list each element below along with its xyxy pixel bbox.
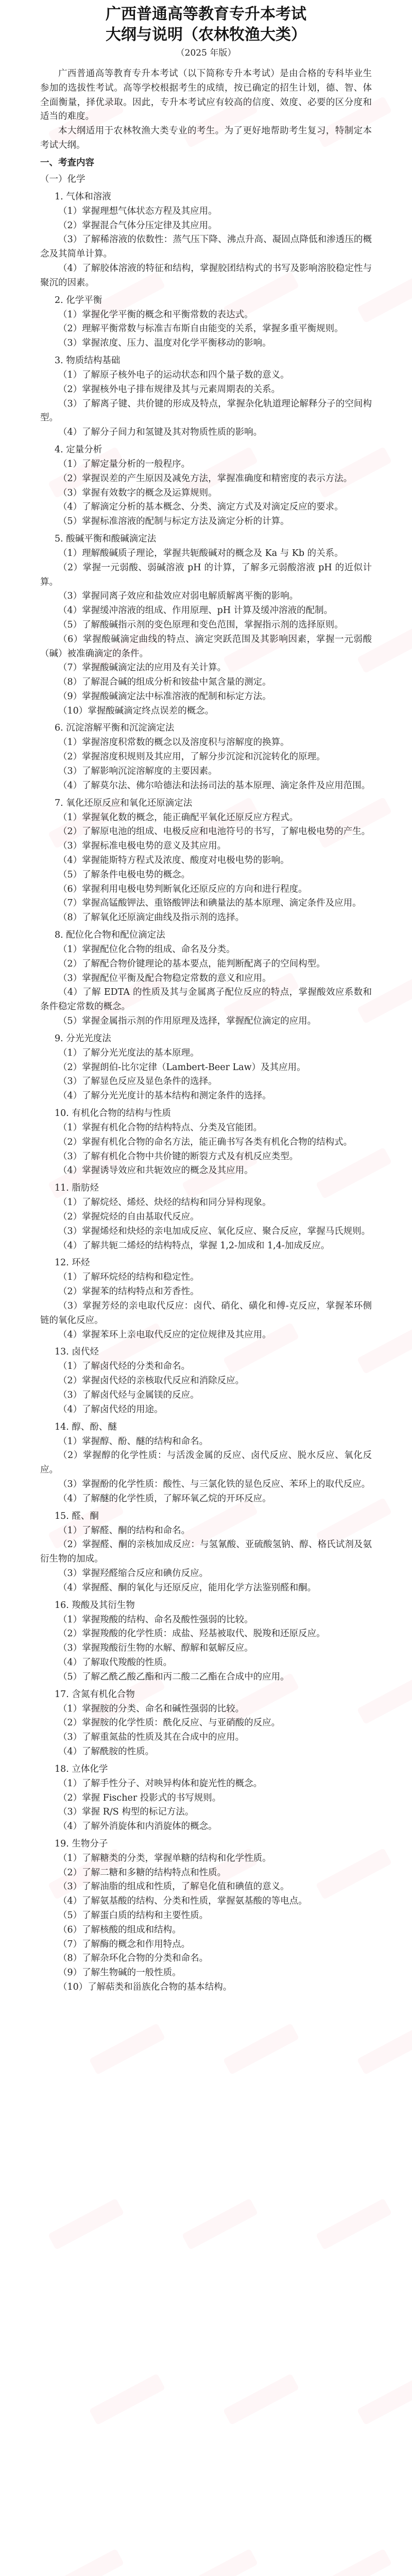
topic-list — [40, 189, 372, 1995]
watermark-mark — [89, 2023, 165, 2075]
topic-heading: 10. 有机化合物的结构与性质 — [55, 1108, 171, 1119]
topic-item: （4）了解氨基酸的结构、分类和性质，掌握氨基酸的等电点。 — [58, 1896, 307, 1907]
topic-heading: 11. 脂肪烃 — [55, 1183, 99, 1194]
topic-heading: 7. 氧化还原反应和氧化还原滴定法 — [55, 798, 193, 808]
watermark-mark — [48, 2549, 124, 2576]
topic-item: （3）掌握标准电极电势的意义及其应用。 — [58, 841, 227, 852]
topic-item: （3）了解离子键、共价键的形成及特点，掌握杂化轨道理论解释分子的空间构型。 — [40, 398, 372, 423]
topic-item: （4）掌握能斯特方程式及浓度、酸度对电极电势的影响。 — [58, 855, 289, 866]
topic-item: （2）了解原电池的组成、电极反应和电池符号的书写，了解电极电势的产生。 — [58, 826, 371, 837]
topic-item: （8）了解氧化还原滴定曲线及指示剂的选择。 — [58, 912, 245, 923]
watermark-mark — [357, 2023, 412, 2075]
document-year: （2025 年版） — [176, 48, 236, 58]
topic-item: （5）掌握金属指示剂的作用原理及选择，掌握配位滴定的应用。 — [58, 1016, 317, 1027]
topic-item: （4）了解共轭二烯烃的结构特点，掌握 1,2-加成和 1,4-加成反应。 — [58, 1240, 330, 1251]
topic-item: （2）掌握有机化合物的命名方法，能正确书写各类有机化合物的结构式。 — [58, 1137, 353, 1147]
topic-item: （1）了解醛、酮的结构和命名。 — [58, 1525, 191, 1536]
topic-heading: 13. 卤代烃 — [55, 1347, 99, 1358]
topic-item: （1）掌握醇、酚、醚的结构和命名。 — [58, 1436, 209, 1447]
topic-item: （1）掌握羧酸的结构、命名及酸性强弱的比较。 — [58, 1614, 253, 1625]
topic-item: （3）掌握芳烃的亲电取代反应：卤代、硝化、磺化和傅-克反应，掌握苯环侧链的氧化反应。 — [40, 1300, 372, 1326]
topic-item: （1）了解烷烃、烯烃、炔烃的结构和同分异构现象。 — [58, 1197, 271, 1208]
topic-item: （2）掌握溶度积规则及其应用，了解分步沉淀和沉淀转化的原理。 — [58, 752, 325, 762]
topic-item: （2）掌握醇的化学性质：与活泼金属的反应、卤代反应、脱水反应、氧化反应。 — [40, 1450, 372, 1476]
topic-item: （1）了解环烷烃的结构和稳定性。 — [58, 1272, 199, 1283]
intro-paragraph: 本大纲适用于农林牧渔大类专业的考生。为了更好地帮助考生复习，特制定本考试大纲。 — [40, 126, 372, 150]
topic-item: （6）掌握酸碱滴定曲线的特点、滴定突跃范围及其影响因素，掌握一元弱酸（碱）被准确滴定的条件。 — [40, 634, 372, 659]
topic-item: （2）理解平衡常数与标准吉布斯自由能变的关系，掌握多重平衡规则。 — [58, 324, 344, 334]
topic-item: （3）掌握浓度、压力、温度对化学平衡移动的影响。 — [58, 338, 271, 349]
topic-item: （2）掌握醛、酮的亲核加成反应：与氢氰酸、亚硫酸氢钠、醇、格氏试剂及氨衍生物的加成。 — [40, 1539, 372, 1565]
topic-heading: 12. 环烃 — [55, 1258, 90, 1268]
topic-item: （9）掌握酸碱滴定法中标准溶液的配制和标定方法。 — [58, 691, 271, 702]
topic-item: （3）掌握有效数字的概念及运算规则。 — [58, 487, 217, 498]
topic-item: （1）掌握化学平衡的概念和平衡常数的表达式。 — [58, 309, 253, 320]
topic-item: （4）了解醚的化学性质，了解环氧乙烷的开环反应。 — [58, 1493, 271, 1504]
topic-item: （1）了解分光光度法的基本原理。 — [58, 1047, 199, 1058]
topic-item: （7）掌握酸碱滴定法的应用及有关计算。 — [58, 663, 227, 673]
topic-item: （4）了解莫尔法、佛尔哈德法和法扬司法的基本原理、滴定条件及应用范围。 — [58, 780, 371, 791]
topic-item: （5）了解条件电极电势的概念。 — [58, 869, 191, 880]
topic-item: （2）掌握混合气体分压定律及其应用。 — [58, 220, 217, 231]
topic-item: （2）掌握 Fischer 投影式的书写规则。 — [58, 1792, 221, 1803]
topic-heading: 17. 含氮有机化合物 — [55, 1689, 135, 1700]
topic-item: （2）了解二糖和多糖的结构特点和性质。 — [58, 1867, 227, 1878]
topic-item: （2）掌握烷烃的自由基取代反应。 — [58, 1212, 199, 1222]
topic-item: （4）了解卤代烃的用途。 — [58, 1404, 163, 1415]
topic-item: （1）了解卤代烃的分类和命名。 — [58, 1361, 191, 1372]
topic-item: （3）掌握烯烃和炔烃的亲电加成反应、氧化反应、聚合反应，掌握马氏规则。 — [58, 1226, 371, 1236]
topic-item: （4）了解分光光度计的基本结构和测定条件的选择。 — [58, 1091, 271, 1101]
document — [40, 0, 372, 1995]
watermark-mark — [89, 2374, 165, 2425]
topic-item: （3）了解显色反应及显色条件的选择。 — [58, 1076, 217, 1087]
watermark-mark — [223, 2374, 299, 2425]
topic-item: （4）了解取代羧酸的性质。 — [58, 1657, 173, 1668]
topic-item: （2）掌握一元弱酸、弱碱溶液 pH 的计算，了解多元弱酸溶液 pH 的近似计算。 — [40, 562, 372, 587]
topic-item: （2）了解配合物价键理论的基本要点，能判断配离子的空间构型。 — [58, 958, 325, 969]
topic-item: （2）掌握胺的化学性质：酰化反应、与亚硝酸的反应。 — [58, 1718, 281, 1728]
topic-item: （3）掌握同离子效应和盐效应对弱电解质解离平衡的影响。 — [58, 591, 299, 602]
topic-heading: 5. 酸碱平衡和酸碱滴定法 — [55, 533, 157, 544]
topic-heading: 6. 沉淀溶解平衡和沉淀滴定法 — [55, 723, 175, 734]
topic-item: （3）了解有机化合物中共价键的断裂方式及有机反应类型。 — [58, 1151, 299, 1162]
topic-item: （1）掌握配位化合物的组成、命名及分类。 — [58, 944, 235, 955]
topic-item: （3）了解油脂的组成和性质，了解皂化值和碘值的意义。 — [58, 1882, 289, 1892]
topic-item: （10）了解萜类和甾族化合物的基本结构。 — [58, 1982, 232, 1993]
topic-item: （1）掌握胺的分类、命名和碱性强弱的比较。 — [58, 1703, 245, 1714]
topic-heading: 18. 立体化学 — [55, 1764, 108, 1774]
topic-item: （3）了解卤代烃与金属镁的反应。 — [58, 1389, 199, 1400]
topic-item: （4）掌握缓冲溶液的组成、作用原理、pH 计算及缓冲溶液的配制。 — [58, 605, 333, 616]
subsection-heading: （一）化学 — [40, 174, 85, 184]
topic-heading: 4. 定量分析 — [55, 444, 102, 455]
topic-item: （2）掌握卤代烃的亲核取代反应和消除反应。 — [58, 1376, 245, 1386]
watermark-mark — [182, 2198, 258, 2250]
topic-item: （4）了解胶体溶液的特征和结构，掌握胶团结构式的书写及影响溶胶稳定性与聚沉的因素。 — [40, 263, 372, 288]
topic-item: （2）掌握核外电子排布规律及其与元素周期表的关系。 — [58, 384, 281, 395]
topic-heading: 3. 物质结构基础 — [55, 355, 121, 366]
watermark-mark — [316, 2198, 392, 2250]
watermark-mark — [316, 2549, 392, 2576]
topic-item: （5）掌握标准溶液的配制与标定方法及滴定分析的计算。 — [58, 516, 289, 527]
document-title-line2: 大纲与说明（农林牧渔大类） — [106, 26, 306, 44]
topic-item: （1）理解酸碱质子理论，掌握共轭酸碱对的概念及 Ka 与 Kb 的关系。 — [58, 548, 344, 558]
section-heading: 一、考查内容 — [40, 157, 94, 168]
topic-item: （1）掌握理想气体状态方程及其应用。 — [58, 206, 217, 216]
topic-item: （4）掌握诱导效应和共轭效应的概念及其应用。 — [58, 1165, 253, 1176]
topic-item: （1）了解原子核外电子的运动状态和四个量子数的意义。 — [58, 369, 289, 380]
watermark-mark — [48, 2198, 124, 2250]
topic-item: （4）了解酰胺的性质。 — [58, 1746, 154, 1757]
topic-item: （1）掌握溶度积常数的概念以及溶度积与溶解度的换算。 — [58, 737, 289, 748]
topic-item: （3）掌握羟醛缩合反应和碘仿反应。 — [58, 1568, 209, 1579]
topic-item: （3）掌握配位平衡及配合物稳定常数的意义和应用。 — [58, 973, 271, 984]
topic-item: （2）掌握朗伯-比尔定律（Lambert-Beer Law）及其应用。 — [58, 1062, 306, 1073]
watermark-mark — [182, 2549, 258, 2576]
topic-heading: 16. 羧酸及其衍生物 — [55, 1600, 135, 1611]
topic-item: （4）了解外消旋体和内消旋体的概念。 — [58, 1821, 217, 1832]
topic-item: （6）了解核酸的组成和结构。 — [58, 1924, 181, 1935]
topic-item: （4）了解 EDTA 的性质及其与金属离子配位反应的特点，掌握酸效应系数和条件稳定常数的概念。 — [40, 987, 372, 1012]
topic-item: （4）了解滴定分析的基本概念、分类、滴定方式及对滴定反应的要求。 — [58, 502, 344, 513]
topic-heading: 9. 分光光度法 — [55, 1033, 111, 1044]
watermark-mark — [223, 2023, 299, 2075]
topic-item: （8）了解杂环化合物的分类和命名。 — [58, 1953, 209, 1964]
topic-heading: 19. 生物分子 — [55, 1838, 108, 1849]
topic-item: （3）掌握酚的化学性质：酸性、与三氯化铁的显色反应、苯环上的取代反应。 — [58, 1479, 371, 1489]
topic-heading: 1. 气体和溶液 — [55, 191, 111, 202]
topic-item: （4）了解分子间力和氢键及其对物质性质的影响。 — [58, 427, 263, 438]
topic-item: （3）了解稀溶液的依数性：蒸气压下降、沸点升高、凝固点降低和渗透压的概念及其简单计算。 — [40, 234, 372, 260]
topic-item: （2）掌握羧酸的化学性质：成盐、羟基被取代、脱羧和还原反应。 — [58, 1629, 325, 1639]
topic-item: （4）掌握苯环上亲电取代反应的定位规律及其应用。 — [58, 1329, 271, 1340]
topic-item: （5）了解乙酰乙酸乙酯和丙二酸二乙酯在合成中的应用。 — [58, 1671, 289, 1682]
topic-item: （4）掌握醛、酮的氧化与还原反应，能用化学方法鉴别醛和酮。 — [58, 1582, 317, 1593]
topic-item: （3）了解重氮盐的性质及其在合成中的应用。 — [58, 1732, 245, 1743]
topic-heading: 8. 配位化合物和配位滴定法 — [55, 930, 165, 941]
topic-heading: 2. 化学平衡 — [55, 295, 102, 306]
topic-heading: 15. 醛、酮 — [55, 1511, 99, 1521]
topic-item: （2）掌握苯的结构特点和芳香性。 — [58, 1286, 199, 1297]
topic-item: （1）掌握氧化数的概念，能正确配平氧化还原反应方程式。 — [58, 812, 299, 823]
topic-item: （1）了解糖类的分类，掌握单糖的结构和化学性质。 — [58, 1853, 271, 1863]
topic-item: （7）掌握高锰酸钾法、重铬酸钾法和碘量法的基本原理、滴定条件及应用。 — [58, 898, 362, 909]
topic-heading: 14. 醇、酚、醚 — [55, 1421, 117, 1432]
document-title-line1: 广西普通高等教育专升本考试 — [106, 5, 306, 23]
topic-item: （8）了解混合碱的组成分析和铵盐中氮含量的测定。 — [58, 677, 271, 688]
topic-item: （5）了解酸碱指示剂的变色原理和变色范围，掌握指示剂的选择原则。 — [58, 619, 344, 630]
intro-paragraph: 广西普通高等教育专升本考试（以下简称专升本考试）是由合格的专科毕业生参加的选拔性考试。高等学校根据考生的成绩，按已确定的招生计划，德、智、体全面衡量，择优录取。因此，专升本考试应有较高的信度、效度、必要的区分度和适当的难度。 — [40, 69, 372, 122]
topic-item: （2）掌握误差的产生原因及减免方法，掌握准确度和精密度的表示方法。 — [58, 473, 353, 484]
topic-item: （1）了解定量分析的一般程序。 — [58, 459, 191, 469]
topic-item: （3）掌握 R/S 构型的标记方法。 — [58, 1807, 194, 1818]
topic-item: （1）掌握有机化合物的结构特点、分类及官能团。 — [58, 1123, 263, 1133]
topic-item: （3）掌握羧酸衍生物的水解、醇解和氨解反应。 — [58, 1643, 253, 1654]
topic-item: （9）了解生物碱的一般性质。 — [58, 1968, 181, 1978]
topic-item: （1）了解手性分子、对映异构体和旋光性的概念。 — [58, 1778, 263, 1789]
topic-item: （3）了解影响沉淀溶解度的主要因素。 — [58, 766, 217, 777]
topic-item: （5）了解蛋白质的结构和主要性质。 — [58, 1910, 209, 1921]
topic-item: （7）了解酶的概念和作用特点。 — [58, 1939, 191, 1950]
watermark-mark — [357, 2374, 412, 2425]
topic-item: （10）掌握酸碱滴定终点误差的概念。 — [58, 705, 214, 716]
topic-item: （6）掌握利用电极电势判断氧化还原反应的方向和进行程度。 — [58, 884, 307, 894]
